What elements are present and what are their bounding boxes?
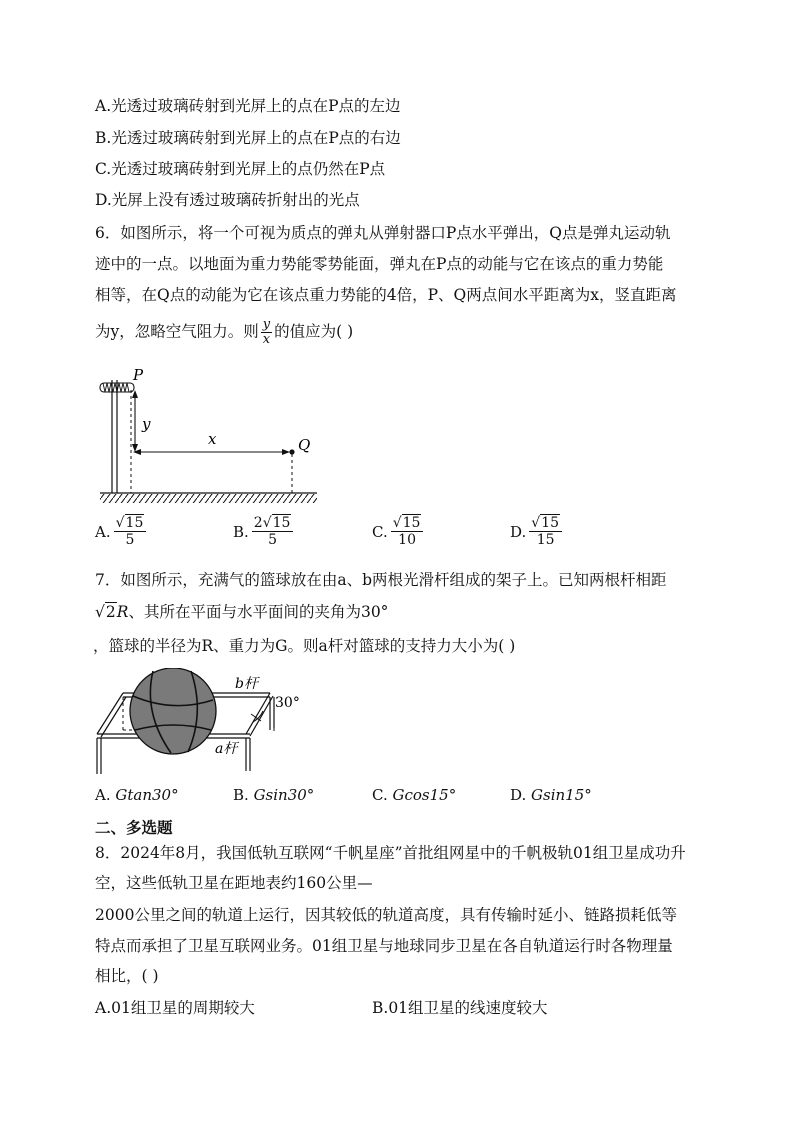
q7-choice-d: D. Gsin15°	[510, 786, 592, 804]
q5-option-a: A.光透过玻璃砖射到光屏上的点在P点的左边	[95, 97, 401, 115]
radical-fraction: $\frac{√15}{10}$	[391, 515, 424, 548]
q6-figure	[95, 362, 325, 507]
fraction-denominator: x	[262, 332, 271, 347]
radical-fraction: $\frac{√15}{5}$	[114, 515, 147, 548]
q8-option-a: A.01组卫星的周期较大	[95, 999, 255, 1017]
q7-stem-line3: ，篮球的半径为R、重力为G。则a杆对篮球的支持力大小为( )	[93, 637, 516, 655]
basketball-icon	[130, 668, 216, 754]
label-a-bar: a杆	[215, 741, 238, 757]
label-y: y	[142, 415, 151, 433]
q7-choice-c: C. Gcos15°	[372, 786, 457, 804]
q8-stem-line1: 8．2024年8月，我国低轨互联网“千帆星座”首批组网星中的千帆极轨01组卫星成功升	[95, 844, 686, 862]
q8-stem-line2: 空，这些低轨卫星在距地表约160公里—	[95, 874, 373, 892]
ground-hatch	[100, 494, 317, 503]
q6-stem-line1: 6．如图所示，将一个可视为质点的弹丸从弹射器口P点水平弹出，Q点是弹丸运动轨	[95, 224, 671, 242]
q7-choice-b: B. Gsin30°	[233, 786, 315, 804]
q8-option-b: B.01组卫星的线速度较大	[372, 999, 548, 1017]
q7-choice-a: A. Gtan30°	[95, 786, 179, 804]
q7-stem-line2: √2R、其所在平面与水平面间的夹角为30°	[95, 603, 389, 621]
q5-option-c: C.光透过玻璃砖射到光屏上的点仍然在P点	[95, 160, 386, 178]
q6-stem-line4	[95, 318, 353, 347]
label-b-bar: b杆	[235, 676, 258, 692]
radical-fraction: $\frac{√15}{15}$	[529, 515, 562, 548]
q7-stem-line1: 7．如图所示，充满气的篮球放在由a、b两根光滑杆组成的架子上。已知两根杆相距	[95, 571, 667, 589]
q6-choice-c: C. $\frac{√15}{10}$	[372, 515, 423, 548]
label-p: P	[133, 366, 144, 384]
q7-figure	[93, 668, 313, 776]
q5-option-d: D.光屏上没有透过玻璃砖折射出的光点	[95, 191, 360, 209]
q8-stem-line5: 相比，( )	[95, 967, 159, 985]
q6-stem-line4-pre: 为y，忽略空气阻力。则	[95, 322, 259, 341]
section-heading-multiple-choice: 二、多选题	[95, 818, 173, 837]
q5-option-b: B.光透过玻璃砖射到光屏上的点在P点的右边	[95, 129, 401, 147]
q6-choice-a: A. $\frac{√15}{5}$	[95, 515, 146, 548]
q6-choice-b: B. $\frac{2√15}{5}$	[233, 515, 293, 548]
sqrt-2r: √2R	[95, 603, 129, 621]
q6-stem-line2: 迹中的一点。以地面为重力势能零势能面，弹丸在P点的动能与它在该点的重力势能	[95, 255, 664, 273]
fraction-numerator: y	[262, 317, 271, 332]
q8-stem-line4: 特点而承担了卫星互联网业务。01组卫星与地球同步卫星在各自轨道运行时各物理量	[95, 937, 673, 955]
q6-fraction-y-over-x	[261, 318, 272, 347]
label-x: x	[208, 430, 217, 448]
label-q: Q	[298, 436, 311, 454]
label-angle: 30°	[275, 695, 300, 711]
radical-fraction: $\frac{2√15}{5}$	[252, 515, 294, 548]
q6-choice-d: D. $\frac{√15}{15}$	[510, 515, 562, 548]
q6-stem-line3: 相等，在Q点的动能为它在该点重力势能的4倍，P、Q两点间水平距离为x，竖直距离	[95, 286, 677, 304]
q8-stem-line3: 2000公里之间的轨道上运行，因其较低的轨道高度，具有传输时延小、链路损耗低等	[95, 906, 677, 924]
q6-stem-line4-post: 的值应为( )	[274, 322, 354, 341]
point-q	[289, 449, 294, 454]
